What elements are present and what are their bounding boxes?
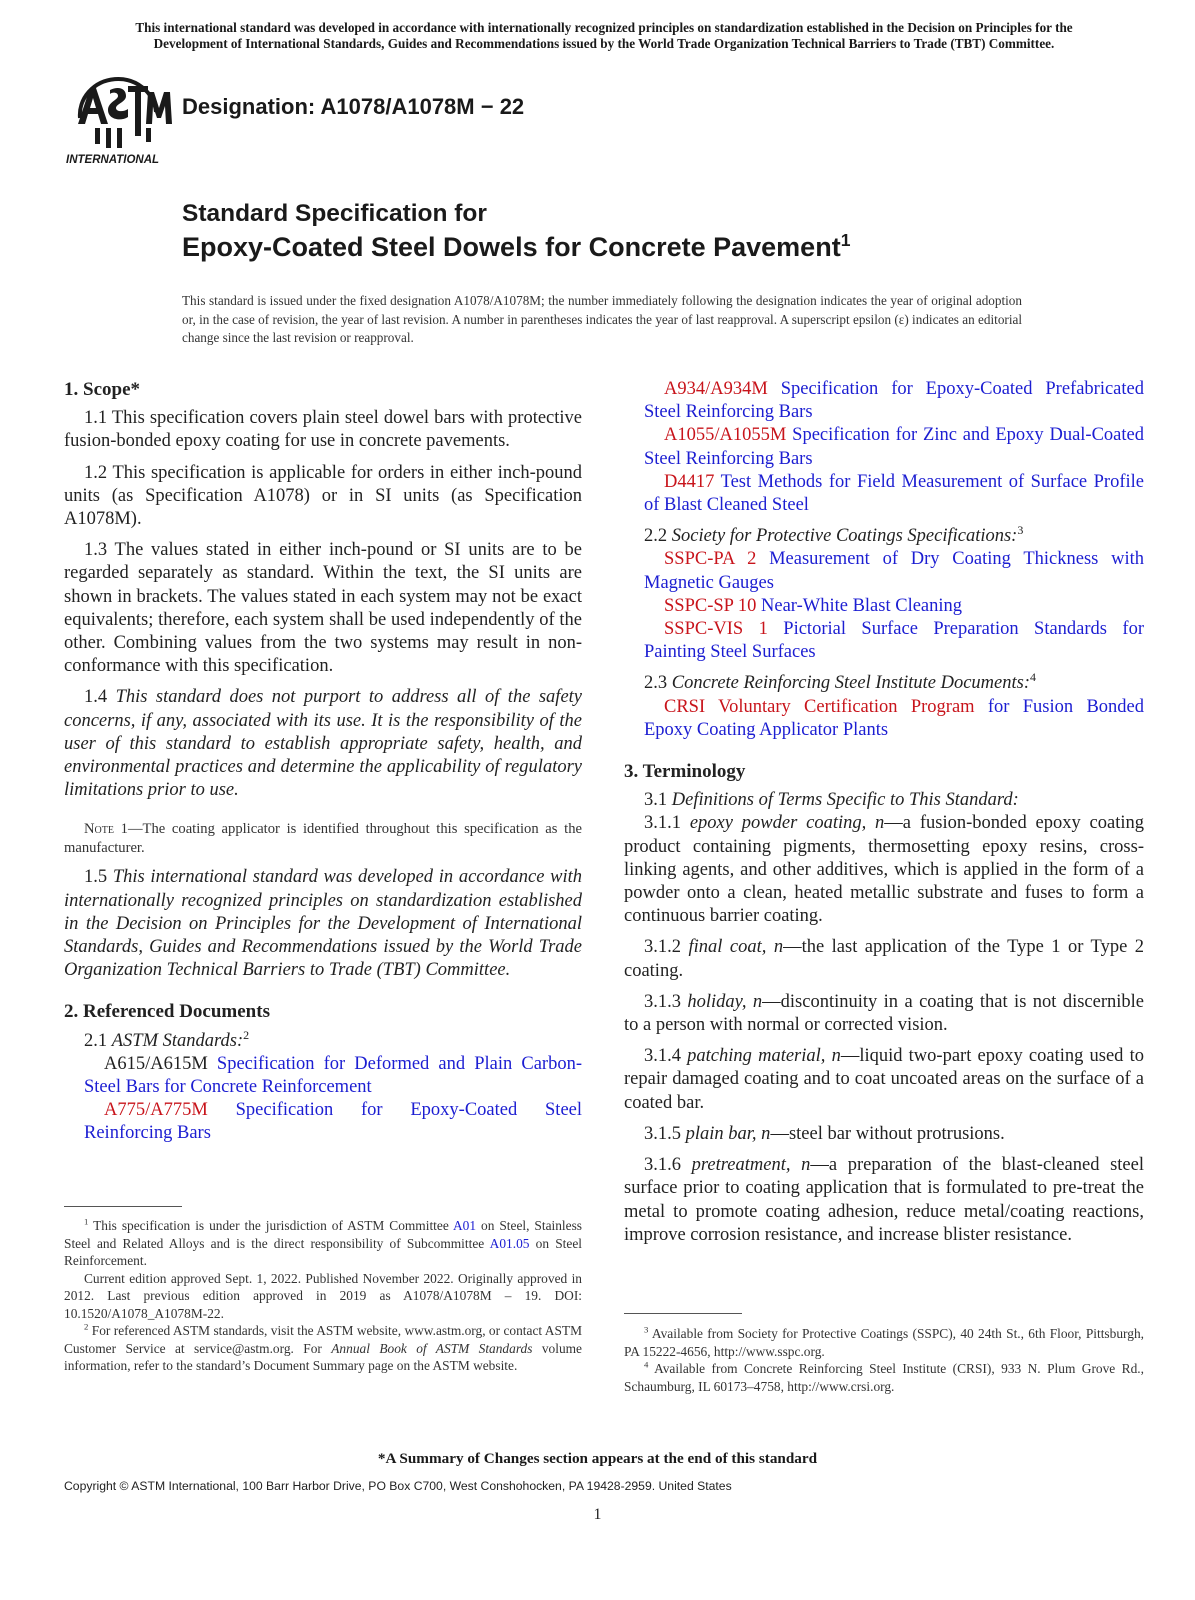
ref-a615-title[interactable]: Specification for Deformed and Plain Carbon-Steel Bars for Concrete Reinforcement (84, 1053, 582, 1098)
para-1-5-number: 1.5 (84, 867, 108, 888)
footnote-3-mark: 3 (644, 1324, 649, 1335)
definitions-intro-label: Definitions of Terms Specific to This Standard: (671, 790, 1019, 811)
note-1 (64, 820, 582, 858)
footnote-rule-left (64, 1206, 182, 1207)
def-3-1-1 (624, 812, 1144, 928)
def-3-1-3-number: 3.1.3 (644, 991, 681, 1012)
para-1-4-number: 1.4 (84, 687, 108, 708)
title-line2-text: Epoxy-Coated Steel Dowels for Concrete Pavement (182, 232, 841, 262)
issuance-note: This standard is issued under the fixed designation A1078/A1078M; the number immediately following the designation indicates the year of original adoption or, in the case of revision, the year of last revision. A number in parentheses indicates the year of last reapproval. A superscript epsilon (ε) indicates an editorial change since the last revision or reapproval. (182, 293, 1022, 345)
def-3-1-6-number: 3.1.6 (644, 1155, 681, 1176)
committee-a01-link[interactable]: A01 (452, 1218, 477, 1233)
ref-a775-code[interactable]: A775/A775M (104, 1100, 208, 1121)
wto-notice (64, 20, 1144, 52)
footnote-3 (624, 1325, 1144, 1360)
crsi-subhead (624, 672, 1144, 695)
right-column (624, 378, 1144, 1247)
para-1-4 (64, 686, 582, 802)
para-1-4-text: This standard does not purport to address all of the safety concerns, if any, associated with its use. It is the responsibility of the user of this standard to establish appropriate safety, health, and environmental practices and determine the applicability of regulatory limitations prior to use. (64, 687, 583, 801)
left-column (64, 378, 582, 1146)
definitions-intro (624, 789, 1144, 812)
astm-standards-number: 2.1 (84, 1030, 108, 1051)
def-3-1-5-text: —steel bar without protrusions. (770, 1123, 1005, 1144)
crsi-fn-mark: 4 (1030, 670, 1037, 685)
ref-a775[interactable] (64, 1099, 582, 1145)
ref-a1055-title[interactable]: Specification for Zinc and Epoxy Dual-Coated Steel Reinforcing Bars (644, 425, 1144, 469)
ref-a615[interactable] (64, 1053, 582, 1099)
ref-sspc-vis1[interactable] (624, 618, 1144, 664)
def-3-1-5 (624, 1123, 1144, 1146)
wto-notice-line1: This international standard was developed in accordance with internationally recognized principles on standardization established in the Decision on Principles for the (135, 20, 1073, 35)
def-3-1-2-term: final coat, n (688, 937, 784, 958)
ref-sspc-sp10[interactable] (624, 595, 1144, 618)
ref-sspc-pa2[interactable] (624, 548, 1144, 594)
footnote-2-mark: 2 (84, 1321, 89, 1332)
footnote-2-text-b: volume information, refer to the standard’s Document Summary page on the ASTM website. (64, 1340, 583, 1373)
footnote-1-mark: 1 (84, 1216, 89, 1227)
footnote-rule-right (624, 1313, 742, 1314)
ref-a1055[interactable] (624, 424, 1144, 470)
para-1-3: 1.3 The values stated in either inch-pound or SI units are to be regarded separately as standard. Within the text, the SI units are shown in brackets. The values stated in each system may not be exact equivalents; therefore, each system shall be used independently of the other. Combining values from the two systems may result in non-conformance with this specification. (64, 540, 582, 677)
astm-standards-subhead (64, 1027, 582, 1053)
footnote-1-edition: Current edition approved Sept. 1, 2022. Published November 2022. Originally approved in 2012. Last previous edition approved in 2019 as A1078/A1078M – 19. DOI: 10.1520/A1078_A1078M-22. (64, 1270, 582, 1321)
footnote-1-text-c: on Steel Reinforcement. (64, 1235, 582, 1268)
ref-a934-title[interactable]: Specification for Epoxy-Coated Prefabricated Steel Reinforcing Bars (644, 379, 1144, 423)
ref-crsi[interactable] (624, 696, 1144, 742)
ref-sspc-sp10-code[interactable]: SSPC-SP 10 (664, 595, 757, 616)
ref-d4417-code[interactable]: D4417 (664, 471, 715, 492)
def-3-1-3-text: —discontinuity in a coating that is not discernible to a person with normal or corrected vision. (624, 991, 1144, 1036)
footnote-2-text-a: For referenced ASTM standards, visit the ASTM website, www.astm.org, or contact ASTM Customer Service at service@astm.org. For (64, 1323, 582, 1356)
def-3-1-4-text: —liquid two-part epoxy coating used to repair damaged coating and to coat uncoated areas on the surface of a coated bar. (624, 1046, 1144, 1113)
def-3-1-1-text: —a fusion-bonded epoxy coating product containing pigments, thermosetting epoxy resins, cross-linking agents, and other additives, which is applied in the form of a powder onto a clean, heated metallic substrate and fuses to form a continuous barrier coating. (624, 813, 1145, 927)
def-3-1-3 (624, 991, 1144, 1037)
summary-of-changes-note: *A Summary of Changes section appears at the end of this standard (377, 1450, 818, 1467)
para-1-5-text: This international standard was developed in accordance with internationally recognized principles on standardization established in the Decision on Principles for the Development of International Standards, Guides and Recommendations issued by the World Trade Organization Technical Barriers to Trade (TBT) Committee. (64, 867, 583, 981)
def-3-1-2-text: —the last application of the Type 1 or Type 2 coating. (624, 937, 1144, 981)
crsi-label: Concrete Reinforcing Steel Institute Documents: (671, 673, 1031, 694)
footnote-1-text-a: This specification is under the jurisdiction of ASTM Committee (93, 1218, 453, 1233)
document-title (182, 198, 850, 264)
section-scope-heading: 1. Scope* (64, 379, 140, 400)
sspc-subhead (624, 525, 1144, 548)
sspc-fn-mark: 3 (1017, 523, 1024, 538)
footnote-1 (64, 1217, 582, 1270)
title-line2 (182, 230, 850, 264)
def-3-1-3-term: holiday, n (687, 991, 763, 1012)
def-3-1-4 (624, 1045, 1144, 1115)
para-1-2: 1.2 This specification is applicable for orders in either inch-pound units (as Specification A1078) or in SI units (as Specification A1078M). (64, 462, 582, 530)
ref-a1055-code[interactable]: A1055/A1055M (664, 425, 787, 446)
logo-text: INTERNATIONAL (66, 154, 160, 166)
ref-a934[interactable] (624, 378, 1144, 424)
ref-crsi-title[interactable]: for Fusion Bonded Epoxy Coating Applicator Plants (644, 696, 1144, 740)
note-1-label: Note 1 (84, 821, 128, 838)
ref-sspc-vis1-code[interactable]: SSPC-VIS 1 (664, 619, 768, 640)
ref-a615-code[interactable]: A615/A615M (104, 1053, 208, 1074)
def-3-1-6-term: pretreatment, n (691, 1155, 811, 1176)
ref-d4417[interactable] (624, 471, 1144, 517)
section-terminology-heading: 3. Terminology (624, 761, 746, 783)
def-3-1-2 (624, 936, 1144, 982)
ref-sspc-pa2-code[interactable]: SSPC-PA 2 (664, 549, 757, 570)
section-refdocs-heading: 2. Referenced Documents (64, 1001, 270, 1023)
footnote-3-text: Available from Society for Protective Coatings (SSPC), 40 24th St., 6th Floor, Pittsburgh, PA 15222-4656, http://www.sspc.org. (624, 1326, 1144, 1359)
def-3-1-4-term: patching material, n (687, 1046, 841, 1067)
def-3-1-1-number: 3.1.1 (644, 813, 681, 834)
sspc-label: Society for Protective Coatings Specifications: (671, 526, 1018, 547)
ref-a934-code[interactable]: A934/A934M (664, 379, 768, 399)
footnote-4-mark: 4 (644, 1359, 649, 1370)
title-footnote-mark: 1 (840, 230, 851, 250)
ref-sspc-pa2-title[interactable]: Measurement of Dry Coating Thickness with Magnetic Gauges (644, 549, 1145, 593)
ref-d4417-title[interactable]: Test Methods for Field Measurement of Surface Profile of Blast Cleaned Steel (644, 471, 1144, 516)
sspc-number: 2.2 (644, 526, 668, 547)
def-3-1-5-term: plain bar, n (685, 1123, 771, 1144)
title-line1: Standard Specification for (182, 200, 487, 227)
ref-a775-title[interactable]: Specification for Epoxy-Coated Steel Reinforcing Bars (84, 1100, 583, 1144)
footnote-4 (624, 1360, 1144, 1395)
para-1-1: 1.1 This specification covers plain steel dowel bars with protective fusion-bonded epoxy coating for use in concrete pavements. (64, 408, 582, 452)
footnote-2 (64, 1322, 582, 1375)
definitions-intro-number: 3.1 (644, 790, 668, 811)
def-3-1-6-text: —a preparation of the blast-cleaned steel surface prior to coating application that is formulated to pre-treat the metal to promote coating adhesion, reduce metal/coating reactions, improve corrosion resistance, and increase blister resistance. (624, 1155, 1144, 1245)
def-3-1-1-term: epoxy powder coating, n (689, 813, 885, 834)
footnotes-left (64, 1217, 582, 1375)
footnote-4-text: Available from Concrete Reinforcing Steel Institute (CRSI), 933 N. Plum Grove Rd., Schaumburg, IL 60173–4758, http://www.crsi.org. (624, 1361, 1145, 1394)
astm-standards-fn-mark: 2 (243, 1027, 250, 1042)
footnote-1-text-b: on Steel, Stainless Steel and Related Alloys and is the direct responsibility of Subcommittee (64, 1218, 583, 1251)
footnotes-right (624, 1325, 1144, 1395)
designation: Designation: A1078/A1078M − 22 (182, 94, 525, 119)
wto-notice-line2: Development of International Standards, Guides and Recommendations issued by the World Trade Organization Technical Barriers to Trade (TBT) Committee. (153, 36, 1055, 51)
def-3-1-2-number: 3.1.2 (644, 937, 681, 958)
ref-crsi-code[interactable]: CRSI Voluntary Certification Program (664, 696, 975, 717)
def-3-1-4-number: 3.1.4 (644, 1046, 681, 1067)
footnote-2-italic: Annual Book of ASTM Standards (331, 1340, 533, 1356)
copyright-line: Copyright © ASTM International, 100 Barr Harbor Drive, PO Box C700, West Conshohocken, PA 19428-2959. United States (64, 1479, 732, 1493)
crsi-number: 2.3 (644, 673, 668, 694)
def-3-1-6 (624, 1154, 1144, 1247)
subcommittee-a0105-link[interactable]: A01.05 (489, 1235, 530, 1251)
ref-sspc-sp10-title[interactable]: Near-White Blast Cleaning (761, 595, 963, 616)
note-1-text: —The coating applicator is identified throughout this specification as the manufacturer. (64, 821, 582, 857)
def-3-1-5-number: 3.1.5 (644, 1123, 681, 1144)
ref-sspc-vis1-title[interactable]: Pictorial Surface Preparation Standards for Painting Steel Surfaces (644, 619, 1144, 663)
astm-standards-label: ASTM Standards: (111, 1030, 244, 1051)
page-number: 1 (593, 1506, 602, 1523)
astm-logo-icon (62, 72, 174, 168)
para-1-5 (64, 866, 582, 982)
astm-logo (62, 72, 174, 168)
